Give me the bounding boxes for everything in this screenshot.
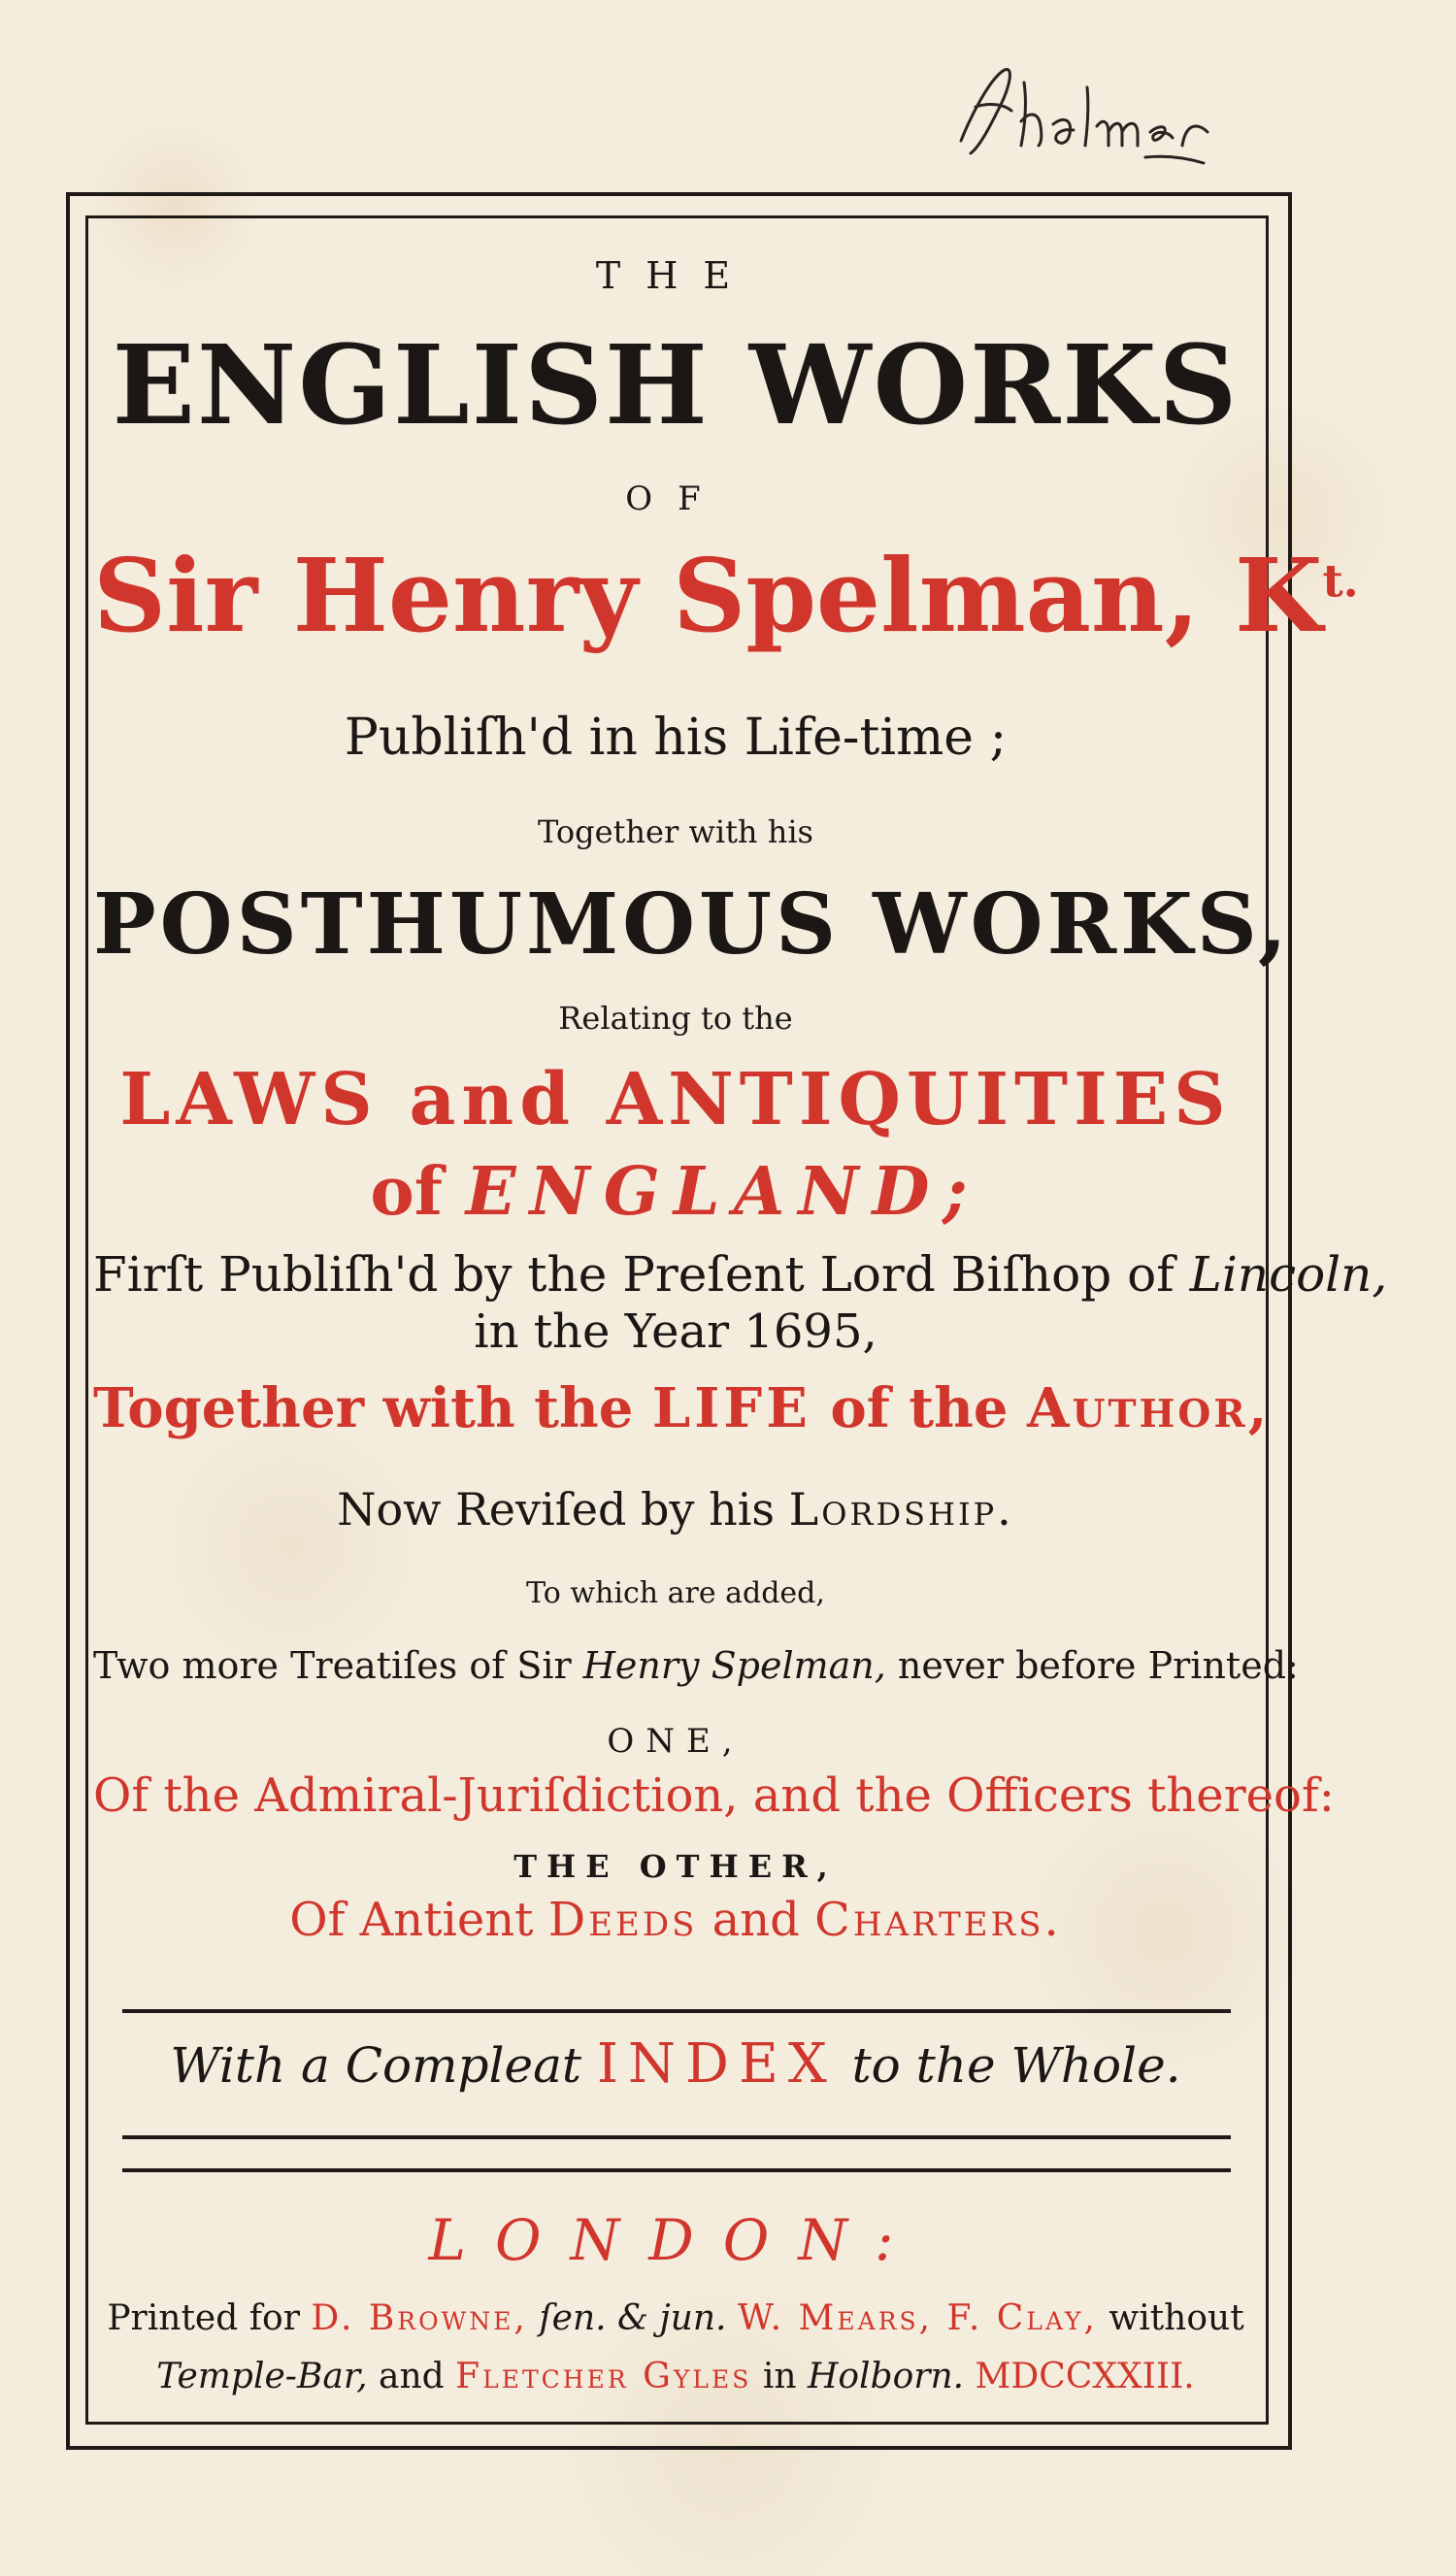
revised-a: Now Reviſed by his <box>337 1483 789 1536</box>
imprint-p2: D. Browne, <box>311 2298 528 2338</box>
antient-line <box>93 1893 1258 1947</box>
first-b: Lincoln, <box>1189 1246 1388 1303</box>
imprint-p5: without <box>1097 2298 1244 2338</box>
antient-b: Deeds <box>547 1893 698 1947</box>
antient-d: Charters. <box>814 1893 1062 1947</box>
admiral-line: Of the Admiral-Juriſdiction, and the Officers thereof: <box>93 1768 1335 1823</box>
one-line: ONE, <box>607 1722 745 1761</box>
imprint-line-1 <box>93 2298 1258 2338</box>
life-b: LIFE <box>651 1376 811 1440</box>
imprint-p4: W. Mears, F. Clay, <box>737 2298 1098 2338</box>
index-a: With a Compleat <box>170 2037 597 2094</box>
life-line <box>93 1376 1271 1440</box>
index-c: to the Whole. <box>836 2037 1181 2094</box>
year-line: in the Year 1695, <box>474 1305 877 1359</box>
revised-line <box>93 1483 1258 1536</box>
imprint-p3: ſen. & jun. <box>527 2298 738 2338</box>
handwritten-signature <box>932 49 1242 175</box>
revised-b: Lordship. <box>788 1483 1014 1536</box>
first-published-line <box>93 1246 1388 1303</box>
imprint-p10: Holborn. <box>807 2357 965 2396</box>
imprint-city: LONDON: <box>428 2207 923 2273</box>
title-content <box>93 215 1388 2419</box>
author-name-text: Sir Henry Spelman, K <box>93 536 1323 655</box>
added-line: To which are added, <box>526 1576 825 1610</box>
imprint-p9: in <box>751 2357 808 2396</box>
relating-line: Relating to the <box>558 1000 793 1037</box>
rule-top <box>122 2009 1231 2013</box>
life-a: Together with the <box>93 1376 652 1440</box>
index-b: INDEX <box>596 2032 837 2096</box>
author-name <box>93 536 1359 655</box>
the-other-line: THE OTHER, <box>513 1848 838 1885</box>
rule-bottom <box>122 2168 1231 2172</box>
laws-line: LAWS and ANTIQUITIES <box>119 1058 1232 1141</box>
two-c: never before Printed: <box>885 1644 1299 1687</box>
life-d: Author, <box>1027 1376 1271 1440</box>
two-b: Henry Spelman, <box>582 1644 886 1687</box>
of-england-b: ENGLAND; <box>465 1153 981 1231</box>
index-line <box>93 2032 1258 2096</box>
life-c: of the <box>811 1376 1028 1440</box>
rule-middle <box>122 2135 1231 2139</box>
title-of: OF <box>625 479 726 518</box>
two-a: Two more Treatiſes of Sir <box>93 1644 583 1687</box>
title-the: THE <box>595 254 756 297</box>
imprint-line-2 <box>93 2357 1258 2396</box>
posthumous-line: POSTHUMOUS WORKS, <box>93 875 1291 974</box>
two-treatises-line <box>93 1644 1299 1687</box>
imprint-p11: MDCCXXIII. <box>964 2357 1195 2396</box>
title-main: ENGLISH WORKS <box>112 322 1240 449</box>
of-england-a: of <box>370 1153 466 1231</box>
published-line: Publiſh'd in his Life-time ; <box>344 709 1008 767</box>
first-a: Firſt Publiſh'd by the Preſent Lord Biſhop of <box>93 1246 1190 1303</box>
imprint-p8: Fletcher Gyles <box>455 2357 752 2396</box>
imprint-p1: Printed for <box>107 2298 312 2338</box>
author-name-sup: t. <box>1322 554 1359 608</box>
antient-c: and <box>697 1893 815 1947</box>
imprint-p7: and <box>367 2357 456 2396</box>
of-england-line <box>93 1153 1258 1231</box>
imprint-p6: Temple-Bar, <box>156 2357 368 2396</box>
antient-a: Of Antient <box>289 1893 548 1947</box>
together-line: Together with his <box>538 813 813 850</box>
